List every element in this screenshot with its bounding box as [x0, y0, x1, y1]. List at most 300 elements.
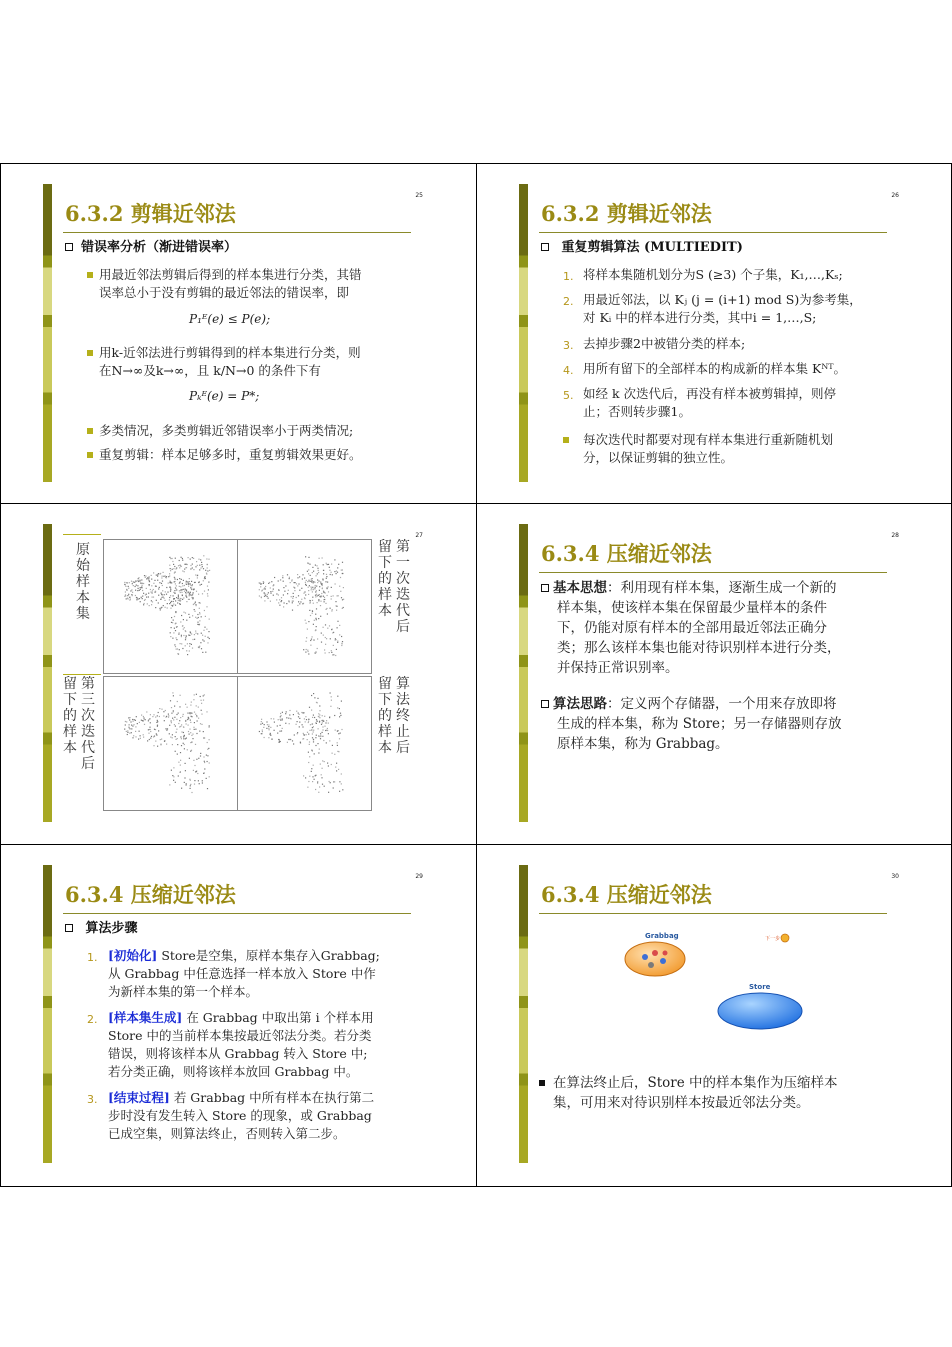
scatter-point: [309, 719, 310, 720]
scatter-point: [326, 578, 327, 579]
scatter-point: [174, 717, 175, 718]
scatter-point: [304, 578, 305, 579]
scatter-point: [312, 611, 313, 612]
scatter-point: [292, 602, 293, 603]
scatter-point: [270, 601, 271, 602]
scatter-point: [302, 724, 303, 725]
scatter-point: [140, 601, 141, 602]
scatter-point: [322, 732, 323, 733]
scatter-point: [156, 733, 157, 734]
conclusion: [553, 1073, 933, 1113]
scatter-point: [207, 755, 208, 756]
scatter-point: [177, 579, 178, 580]
scatter-point: [338, 564, 339, 565]
scatter-point: [162, 581, 163, 582]
scatter-point: [183, 580, 184, 581]
scatter-point: [301, 712, 302, 713]
scatter-point: [172, 737, 173, 738]
slide-number: 25: [415, 192, 423, 199]
scatter-point: [187, 719, 188, 720]
scatter-point: [186, 783, 187, 784]
scatter-point: [167, 728, 168, 729]
scatter-point: [290, 718, 291, 719]
scatter-point: [315, 614, 316, 615]
scatter-point: [299, 576, 300, 577]
scatter-point: [166, 594, 167, 595]
scatter-point: [188, 586, 189, 587]
scatter-point: [339, 586, 340, 587]
scatter-point: [203, 737, 204, 738]
scatter-point: [207, 586, 208, 587]
title-rule: [63, 913, 411, 914]
scatter-point: [320, 736, 321, 737]
scatter-point: [169, 603, 170, 604]
scatter-point: [286, 717, 287, 718]
scatter-point: [191, 713, 192, 714]
scatter-point: [156, 575, 157, 576]
scatter-point: [137, 580, 138, 581]
scatter-point: [322, 729, 323, 730]
scatter-point: [259, 582, 260, 583]
scatter-point: [179, 726, 180, 727]
scatter-point: [190, 722, 191, 723]
scatter-point: [167, 603, 168, 604]
scatter-point: [292, 601, 293, 602]
scatter-point: [337, 730, 338, 731]
scatter-point: [328, 586, 329, 587]
scatter-point: [295, 582, 296, 583]
scatter-point: [170, 591, 171, 592]
scatter-point: [149, 729, 150, 730]
step-1: 将样本集随机划分为S (≥3) 个子集，K₁,…,Kₛ;: [583, 267, 843, 282]
scatter-point: [202, 566, 203, 567]
scatter-point: [139, 731, 140, 732]
scatter-point: [303, 712, 304, 713]
scatter-point: [131, 725, 132, 726]
scatter-point: [280, 719, 281, 720]
scatter-point: [299, 714, 300, 715]
scatter-point: [149, 580, 150, 581]
scatter-point: [198, 758, 199, 759]
scatter-point: [329, 740, 330, 741]
scatter-point: [153, 745, 154, 746]
scatter-point: [298, 583, 299, 584]
scatter-point: [174, 579, 175, 580]
scatter-point: [180, 695, 181, 696]
scatter-point: [322, 760, 323, 761]
scatter-point: [181, 731, 182, 732]
scatter-point: [179, 590, 180, 591]
scatter-point: [139, 722, 140, 723]
scatter-point: [141, 715, 142, 716]
scatter-point: [309, 776, 310, 777]
scatter-point: [327, 588, 328, 589]
scatter-point: [162, 585, 163, 586]
scatter-point: [336, 763, 337, 764]
scatter-point: [173, 564, 174, 565]
scatter-point: [172, 558, 173, 559]
scatter-point: [171, 722, 172, 723]
scatter-point: [342, 573, 343, 574]
scatter-point: [208, 582, 209, 583]
scatter-point: [334, 781, 335, 782]
scatter-point: [184, 782, 185, 783]
scatter-point: [341, 643, 342, 644]
scatter-point: [169, 725, 170, 726]
scatter-point: [321, 720, 322, 721]
scatter-point: [137, 723, 138, 724]
scatter-point: [280, 713, 281, 714]
scatter-point: [280, 580, 281, 581]
scatter-point: [195, 744, 196, 745]
scatter-point: [150, 731, 151, 732]
scatter-point: [137, 590, 138, 591]
scatter-point: [190, 632, 191, 633]
scatter-point: [308, 563, 309, 564]
scatter-point: [183, 589, 184, 590]
item-number: 3.: [563, 339, 574, 352]
scatter-point: [206, 778, 207, 779]
slide-25: [1, 164, 475, 503]
scatter-iteration-1: [237, 539, 372, 674]
scatter-point: [184, 748, 185, 749]
scatter-point: [278, 590, 279, 591]
scatter-point: [312, 567, 313, 568]
scatter-point: [178, 762, 179, 763]
scatter-point: [169, 557, 170, 558]
scatter-point: [322, 579, 323, 580]
scatter-point: [189, 643, 190, 644]
scatter-point: [316, 565, 317, 566]
scatter-point: [179, 649, 180, 650]
scatter-point: [198, 780, 199, 781]
scatter-point: [292, 740, 293, 741]
grabbag-store-diagram: [617, 925, 817, 1035]
scatter-point: [126, 582, 127, 583]
scatter-point: [183, 714, 184, 715]
scatter-point: [312, 733, 313, 734]
scatter-point: [152, 597, 153, 598]
scatter-point: [335, 655, 336, 656]
scatter-point: [174, 616, 175, 617]
scatter-point: [307, 629, 308, 630]
scatter-point: [196, 561, 197, 562]
scatter-point: [282, 575, 283, 576]
scatter-point: [204, 591, 205, 592]
scatter-point: [316, 723, 317, 724]
scatter-point: [174, 628, 175, 629]
scatter-point: [179, 567, 180, 568]
step-2: [583, 291, 862, 327]
scatter-point: [188, 582, 189, 583]
scatter-point: [285, 585, 286, 586]
scatter-point: [201, 700, 202, 701]
scatter-point: [282, 720, 283, 721]
scatter-point: [316, 619, 317, 620]
scatter-point: [184, 585, 185, 586]
scatter-point: [305, 582, 306, 583]
scatter-point: [199, 783, 200, 784]
scatter-point: [189, 712, 190, 713]
scatter-point: [146, 597, 147, 598]
scatter-point: [174, 593, 175, 594]
scatter-point: [315, 652, 316, 653]
step-5-line-2: 止；否则转步骤1。: [583, 404, 691, 419]
scatter-point: [175, 646, 176, 647]
scatter-point: [292, 598, 293, 599]
scatter-point: [332, 753, 333, 754]
scatter-point: [326, 574, 327, 575]
scatter-point: [316, 735, 317, 736]
scatter-point: [159, 587, 160, 588]
scatter-point: [173, 776, 174, 777]
scatter-point: [320, 764, 321, 765]
scatter-point: [176, 597, 177, 598]
scatter-point: [336, 770, 337, 771]
scatter-point: [152, 716, 153, 717]
scatter-point: [319, 722, 320, 723]
scatter-point: [328, 564, 329, 565]
scatter-point: [325, 592, 326, 593]
scatter-point: [178, 600, 179, 601]
scatter-point: [196, 733, 197, 734]
scatter-point: [160, 609, 161, 610]
scatter-point: [297, 721, 298, 722]
scatter-point: [274, 577, 275, 578]
scatter-point: [155, 591, 156, 592]
scatter-point: [331, 572, 332, 573]
scatter-point: [141, 587, 142, 588]
scatter-point: [312, 781, 313, 782]
scatter-point: [182, 626, 183, 627]
scatter-point: [311, 579, 312, 580]
scatter-point: [306, 623, 307, 624]
scatter-point: [132, 737, 133, 738]
scatter-point: [129, 728, 130, 729]
bullet-icon: [87, 272, 93, 278]
basic-idea-line-2: 样本集，使该样本集在保留最少量样本的条件: [557, 600, 827, 616]
scatter-point: [277, 725, 278, 726]
scatter-point: [168, 714, 169, 715]
step-generate-line-2: Store 中的当前样本集按最近邻法分类。若分类: [108, 1028, 372, 1043]
slide-title: 6.3.4 压缩近邻法: [541, 882, 712, 907]
scatter-point: [209, 570, 210, 571]
scatter-point: [322, 784, 323, 785]
scatter-point: [145, 594, 146, 595]
scatter-point: [184, 591, 185, 592]
scatter-point: [185, 589, 186, 590]
scatter-point: [198, 617, 199, 618]
scatter-point: [186, 620, 187, 621]
bullet-icon: [87, 428, 93, 434]
scatter-point: [170, 608, 171, 609]
scatter-point: [312, 717, 313, 718]
scatter-point: [189, 594, 190, 595]
scatter-point: [204, 694, 205, 695]
scatter-point: [293, 743, 294, 744]
scatter-point: [150, 589, 151, 590]
scatter-point: [308, 781, 309, 782]
scatter-point: [312, 572, 313, 573]
label-iter1-b: 第一次迭代后: [396, 539, 410, 635]
scatter-point: [308, 734, 309, 735]
scatter-point: [157, 574, 158, 575]
scatter-point: [313, 731, 314, 732]
scatter-point: [174, 566, 175, 567]
scatter-point: [194, 634, 195, 635]
scatter-point: [176, 639, 177, 640]
scatter-point: [289, 601, 290, 602]
scatter-point: [323, 627, 324, 628]
scatter-point: [128, 588, 129, 589]
scatter-point: [185, 612, 186, 613]
scatter-point: [171, 601, 172, 602]
scatter-point: [313, 765, 314, 766]
scatter-point: [190, 732, 191, 733]
scatter-point: [315, 618, 316, 619]
scatter-point: [183, 738, 184, 739]
scatter-point: [194, 765, 195, 766]
store-ellipse: [718, 993, 802, 1029]
scatter-point: [176, 649, 177, 650]
scatter-point: [194, 780, 195, 781]
scatter-point: [299, 722, 300, 723]
scatter-point: [207, 642, 208, 643]
scatter-point: [314, 620, 315, 621]
scatter-point: [303, 593, 304, 594]
scatter-point: [332, 574, 333, 575]
next-step-icon[interactable]: [781, 934, 789, 942]
scatter-point: [197, 773, 198, 774]
scatter-point: [166, 716, 167, 717]
scatter-point: [189, 581, 190, 582]
scatter-point: [172, 692, 173, 693]
scatter-point: [127, 732, 128, 733]
scatter-point: [329, 652, 330, 653]
scatter-point: [185, 770, 186, 771]
scatter-point: [325, 730, 326, 731]
scatter-point: [192, 564, 193, 565]
grabbag-label: Grabbag: [645, 932, 679, 940]
scatter-point: [294, 734, 295, 735]
scatter-point: [312, 591, 313, 592]
scatter-point: [297, 733, 298, 734]
scatter-point: [186, 723, 187, 724]
scatter-point: [153, 736, 154, 737]
scatter-point: [172, 775, 173, 776]
scatter-point: [325, 652, 326, 653]
scatter-point: [337, 641, 338, 642]
scatter-point: [319, 558, 320, 559]
conclusion-line-1: 在算法终止后，Store 中的样本集作为压缩样本: [553, 1075, 838, 1091]
scatter-point: [150, 714, 151, 715]
scatter-point: [327, 763, 328, 764]
scatter-point: [318, 618, 319, 619]
scatter-point: [201, 584, 202, 585]
scatter-point: [160, 744, 161, 745]
scatter-point: [263, 589, 264, 590]
scatter-point: [277, 733, 278, 734]
scatter-point: [340, 591, 341, 592]
scatter-point: [293, 714, 294, 715]
scatter-point: [329, 717, 330, 718]
scatter-point: [199, 612, 200, 613]
scatter-point: [334, 559, 335, 560]
scatter-point: [174, 581, 175, 582]
scatter-point: [317, 595, 318, 596]
note-line-2: 分，以保证剪辑的独立性。: [583, 450, 734, 465]
scatter-point: [143, 737, 144, 738]
scatter-point: [179, 706, 180, 707]
scatter-point: [315, 595, 316, 596]
scatter-point: [327, 595, 328, 596]
scatter-point: [152, 601, 153, 602]
scatter-point: [153, 572, 154, 573]
scatter-point: [195, 566, 196, 567]
scatter-point: [304, 735, 305, 736]
scatter-point: [140, 583, 141, 584]
slide-title: 6.3.4 压缩近邻法: [65, 882, 236, 907]
scatter-point: [312, 597, 313, 598]
scatter-point: [311, 710, 312, 711]
scatter-point: [207, 761, 208, 762]
scatter-point: [331, 564, 332, 565]
scatter-point: [164, 598, 165, 599]
scatter-point: [199, 581, 200, 582]
scatter-point: [180, 760, 181, 761]
scatter-point: [159, 708, 160, 709]
scatter-point: [313, 624, 314, 625]
scatter-point: [177, 754, 178, 755]
scatter-point: [318, 595, 319, 596]
scatter-point: [302, 578, 303, 579]
step-end: [108, 1089, 374, 1143]
scatter-point: [274, 730, 275, 731]
scatter-point: [315, 745, 316, 746]
scatter-point: [142, 720, 143, 721]
scatter-point: [191, 597, 192, 598]
scatter-point: [319, 590, 320, 591]
scatter-point: [166, 587, 167, 588]
scatter-point: [325, 637, 326, 638]
scatter-point: [194, 639, 195, 640]
handout-grid: [0, 163, 952, 1187]
scatter-point: [266, 721, 267, 722]
scatter-point: [192, 593, 193, 594]
scatter-point: [196, 694, 197, 695]
section-heading: [65, 238, 237, 258]
scatter-point: [311, 768, 312, 769]
scatter-point: [317, 743, 318, 744]
scatter-point: [185, 637, 186, 638]
scatter-point: [342, 562, 343, 563]
scatter-point: [202, 780, 203, 781]
scatter-point: [319, 705, 320, 706]
scatter-point: [206, 629, 207, 630]
scatter-point: [191, 633, 192, 634]
scatter-point: [159, 608, 160, 609]
scatter-point: [203, 700, 204, 701]
scatter-point: [317, 638, 318, 639]
scatter-point: [316, 608, 317, 609]
scatter-point: [265, 588, 266, 589]
scatter-point: [335, 583, 336, 584]
scatter-point: [309, 741, 310, 742]
section-heading: [541, 238, 743, 258]
scatter-point: [148, 593, 149, 594]
scatter-point: [327, 613, 328, 614]
scatter-point: [175, 612, 176, 613]
